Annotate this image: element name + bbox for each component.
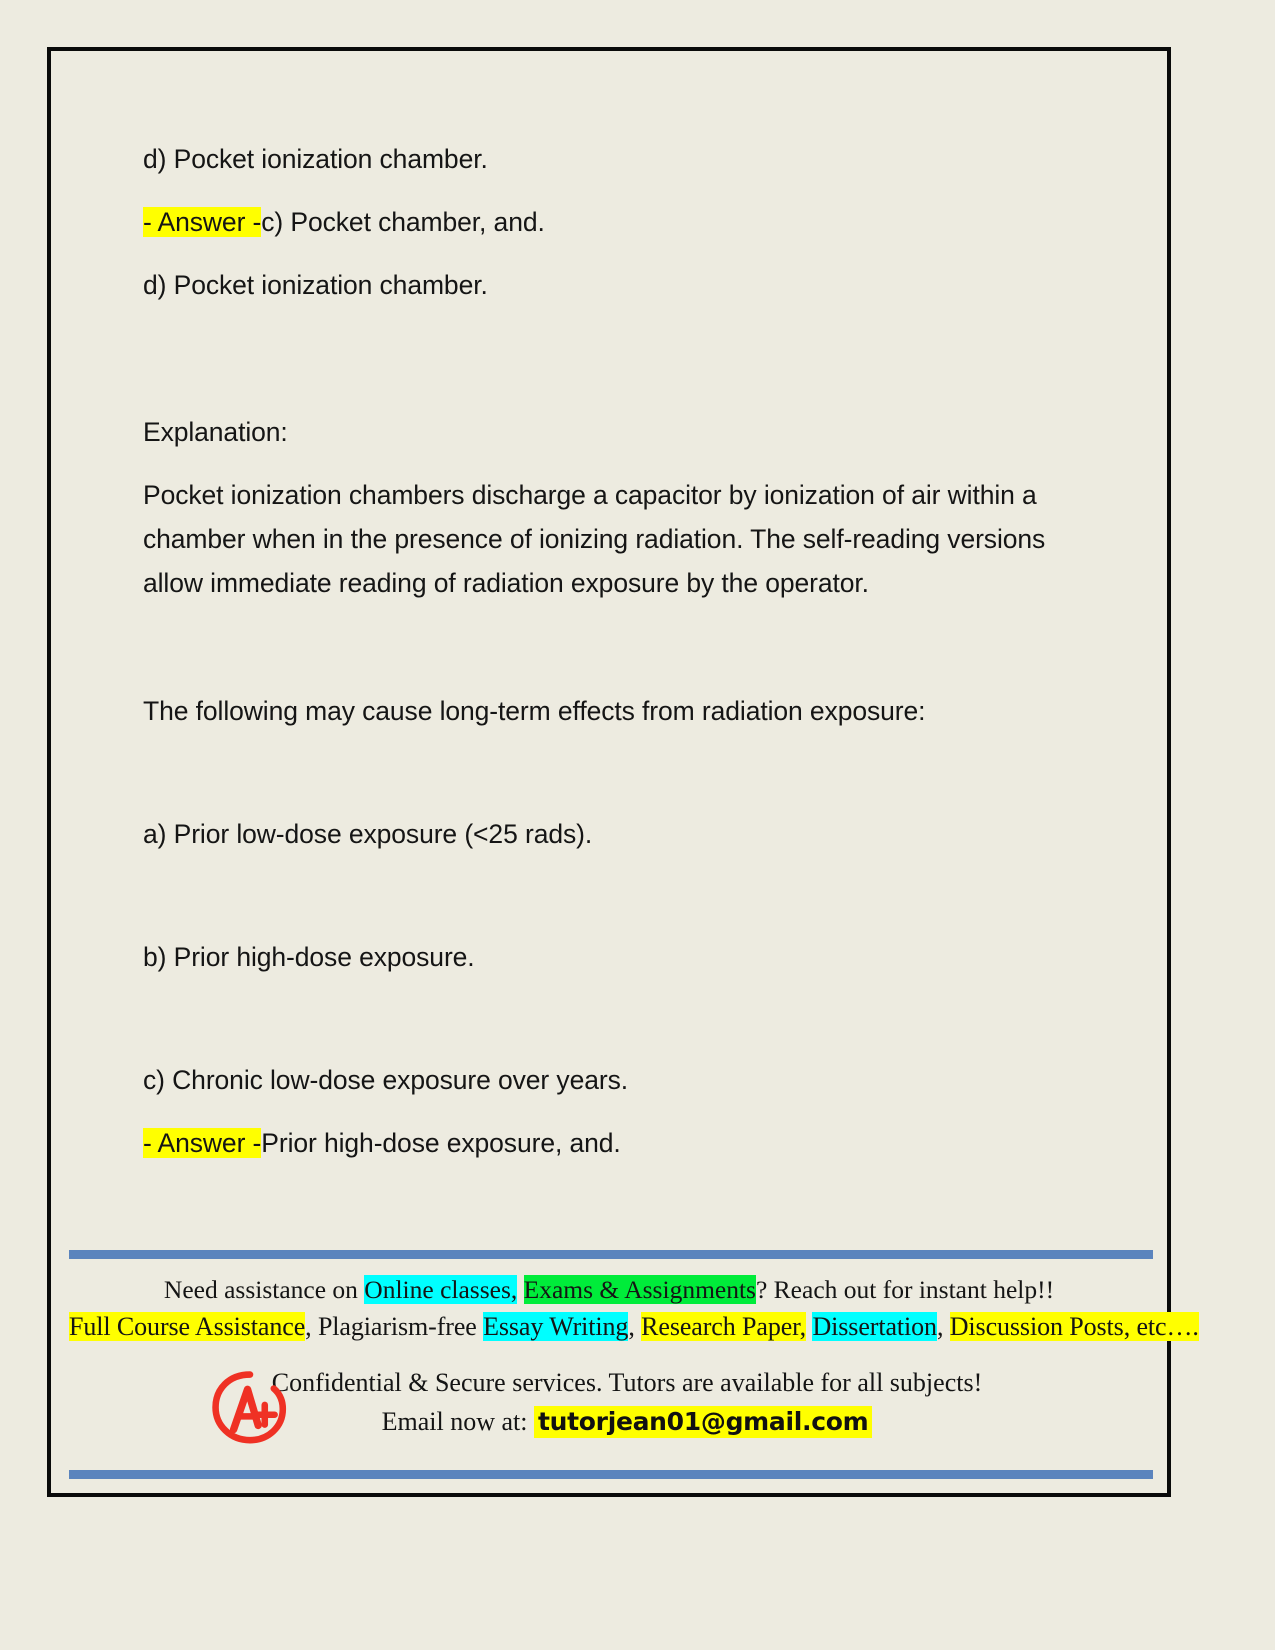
option-d-line-1: d) Pocket ionization chamber. [143, 144, 488, 174]
footer-tagline-post: ? Reach out for instant help!! [755, 1275, 1055, 1304]
footer-services-mid-1: , Plagiarism-free [305, 1312, 484, 1341]
confidential-note: Confidential & Secure services. Tutors are available for all subjects! [271, 1368, 983, 1397]
service-research-paper: Research Paper, [641, 1312, 807, 1341]
spacer-after-explanation [143, 605, 1063, 689]
answer-line-1 [143, 200, 1063, 244]
footer-exams-assignments: Exams & Assignments [523, 1275, 756, 1304]
answer-text-2: Prior high-dose exposure, and. [261, 1128, 621, 1158]
email-label: Email now at: [381, 1407, 528, 1436]
answer-line-2 [143, 1121, 1063, 1165]
service-dissertation: Dissertation [812, 1312, 937, 1341]
spacer-after-options [143, 326, 1063, 410]
promo-footer [69, 1250, 1199, 1479]
footer-top-rule [69, 1250, 1153, 1259]
document-body [143, 137, 1063, 1184]
a-plus-grade-icon [209, 1368, 291, 1450]
answer-text-1: c) Pocket chamber, and. [261, 207, 545, 237]
spacer-before-option-c [143, 998, 1063, 1058]
footer-body [69, 1259, 1199, 1470]
footer-tagline [69, 1272, 1149, 1307]
spacer-before-option-b [143, 875, 1063, 935]
footer-tagline-sep [517, 1275, 523, 1304]
answer-tag-2: - Answer - [143, 1128, 262, 1158]
option-b: b) Prior high-dose exposure. [143, 942, 475, 972]
option-c: c) Chronic low-dose exposure over years. [143, 1065, 628, 1095]
footer-services [69, 1309, 1199, 1344]
page-inner [51, 51, 1199, 1493]
option-d-line-2: d) Pocket ionization chamber. [143, 270, 488, 300]
option-a: a) Prior low-dose exposure (<25 rads). [143, 819, 593, 849]
footer-tagline-pre: Need assistance on [163, 1275, 365, 1304]
email-address[interactable]: tutorjean01@gmail.com [534, 1406, 872, 1438]
footer-services-mid-2: , [628, 1312, 642, 1341]
footer-lower [69, 1364, 1149, 1460]
question-prompt: The following may cause long-term effects from radiation exposure: [143, 696, 926, 726]
explanation-text: Pocket ionization chambers discharge a capacitor by ionization of air within a chamber when in the presence of ionizing radiation. The self-reading versions allow immediate reading of radiation exposure by the operator. [143, 480, 1053, 598]
spacer-before-option-a [143, 752, 1063, 812]
answer-tag-1: - Answer - [143, 207, 262, 237]
footer-services-mid-4: , [936, 1312, 950, 1341]
service-essay-writing: Essay Writing [483, 1312, 629, 1341]
service-full-course-assistance: Full Course Assistance [69, 1312, 306, 1341]
footer-bottom-rule [69, 1470, 1153, 1479]
explanation-heading: Explanation: [143, 417, 288, 447]
document-page [47, 47, 1199, 1497]
footer-online-classes: Online classes, [364, 1275, 518, 1304]
service-discussion-posts: Discussion Posts, etc…. [949, 1312, 1199, 1341]
